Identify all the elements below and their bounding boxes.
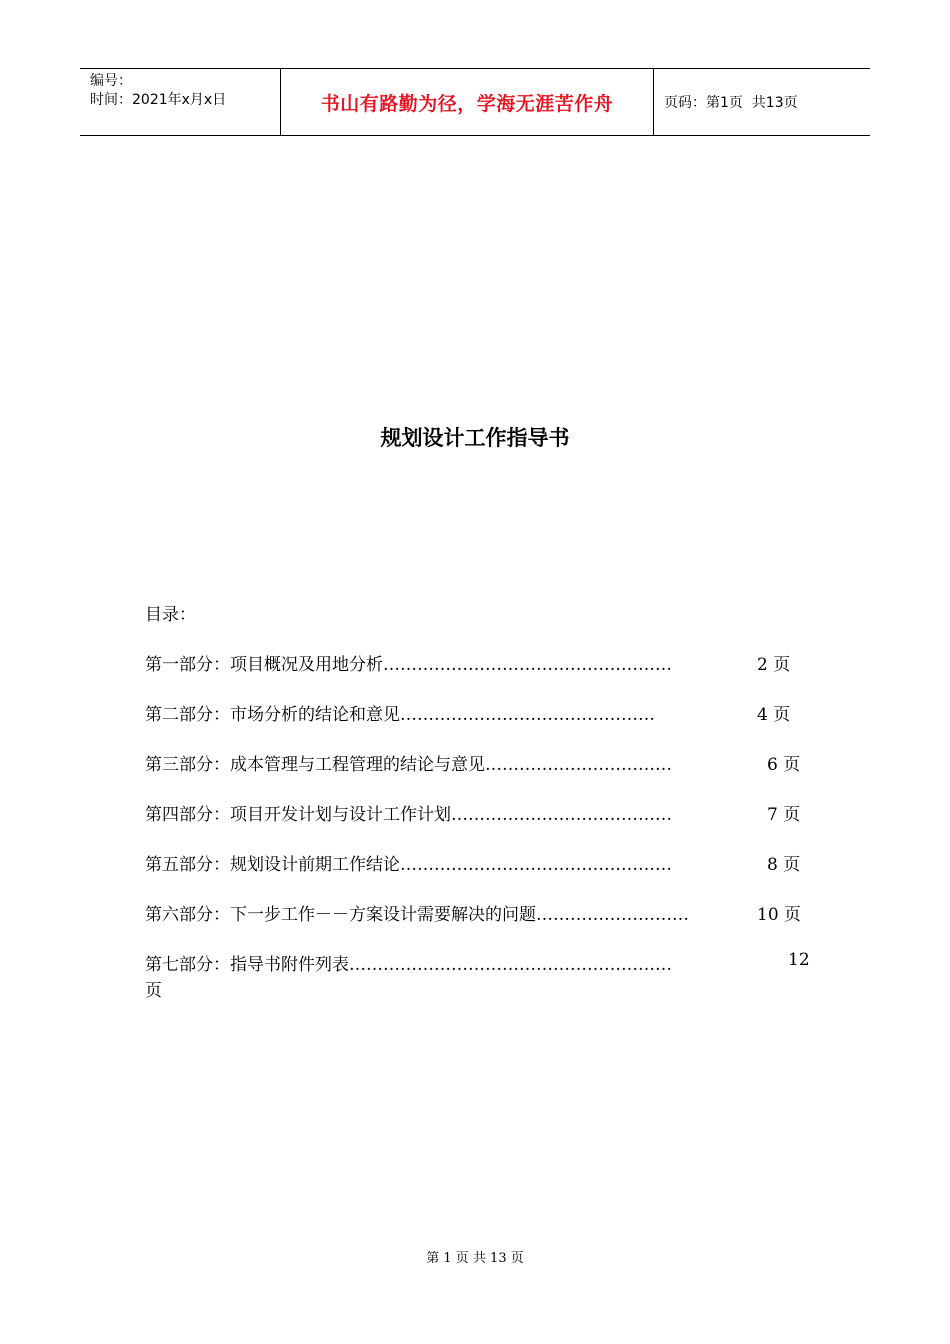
- header-meta-cell: [80, 69, 281, 135]
- toc-entry-page: 6 页: [767, 755, 801, 775]
- toc-entry-page: 7 页: [767, 805, 801, 825]
- toc-entry-text: 第四部分：项目开发计划与设计工作计划…………………………………: [145, 805, 672, 825]
- toc-entry-text: 第三部分：成本管理与工程管理的结论与意见……………………………: [145, 755, 672, 775]
- document-title: 规划设计工作指导书: [380, 426, 570, 450]
- toc-entry-text: 第五部分：规划设计前期工作结论…………………………………………: [145, 855, 672, 875]
- toc-entry-text: 第一部分：项目概况及用地分析……………………………………………: [145, 655, 672, 675]
- number-label: 编号：: [90, 73, 132, 89]
- toc-entry-text: 第六部分：下一步工作－－方案设计需要解决的问题………………………: [145, 905, 689, 925]
- header-table: [80, 68, 870, 136]
- toc-entry-page: 8 页: [767, 855, 801, 875]
- toc-entry-text: 第二部分：市场分析的结论和意见………………………………………: [145, 705, 655, 725]
- time-label: 时间：2021年x月x日: [90, 92, 227, 108]
- header-page-info: 页码：第1页 共13页: [664, 95, 798, 111]
- toc-entry-page: 4 页: [757, 705, 791, 725]
- toc-entry-page: 12: [788, 950, 810, 970]
- page-footer: 第 1 页 共 13 页: [426, 1251, 524, 1266]
- toc-entry-page-unit: 页: [145, 981, 162, 1001]
- toc-entry-page: 2 页: [757, 655, 791, 675]
- toc-label: 目录：: [145, 605, 196, 625]
- header-motto: 书山有路勤为径，学海无涯苦作舟: [281, 69, 654, 135]
- toc-entry-page: 10 页: [757, 905, 802, 925]
- toc-entry-text: 第七部分：指导书附件列表…………………………………………………: [145, 955, 672, 975]
